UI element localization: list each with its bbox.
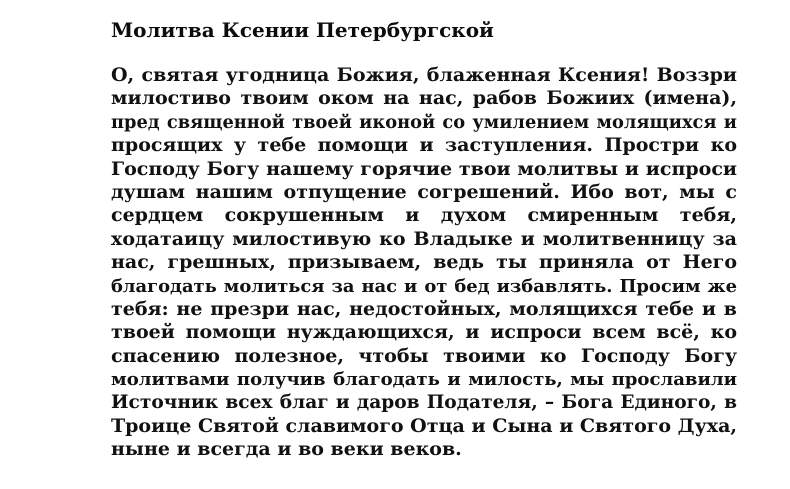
prayer-line: твоей помощи нуждающихся, и испроси всем всё, ко	[111, 321, 737, 344]
prayer-line: молитвами получив благодать и милость, мы прославили	[111, 369, 737, 391]
prayer-line: благодать молиться за нас и от бед избавлять. Просим же	[111, 275, 737, 297]
prayer-line: спасению полезное, чтобы твоими ко Господу Богу	[111, 344, 737, 367]
prayer-line: Источник всех благ и даров Подателя, – Бога Единого, в	[111, 392, 737, 414]
prayer-line: милостиво твоим оком на нас, рабов Божиих (имена),	[111, 87, 737, 110]
prayer-line: Господу Богу нашему горячие твои молитвы и испроси	[111, 157, 737, 180]
prayer-text	[111, 64, 737, 462]
prayer-line: Троице Святой славимого Отца и Сына и Святого Духа,	[111, 414, 737, 437]
prayer-line: ходатаицу милостивую ко Владыке и молитвенницу за	[111, 227, 737, 250]
prayer-line: пред священной твоей иконой со умилением молящихся и	[111, 111, 737, 133]
prayer-title: Молитва Ксении Петербургской	[111, 18, 494, 42]
prayer-line-last: ныне и всегда и во веки веков.	[111, 438, 462, 461]
prayer-line: сердцем сокрушенным и духом смиренным тебя,	[111, 204, 737, 227]
prayer-line: О, святая угодница Божия, блаженная Ксения! Воззри	[111, 64, 737, 86]
prayer-line: тебя: не презри нас, недостойных, молящихся тебе и в	[111, 297, 737, 320]
prayer-line: душам нашим отпущение согрешений. Ибо вот, мы с	[111, 180, 737, 203]
prayer-line: просящих у тебе помощи и заступления. Простри ко	[111, 134, 737, 157]
prayer-line: нас, грешных, призываем, ведь ты приняла от Него	[111, 251, 737, 274]
